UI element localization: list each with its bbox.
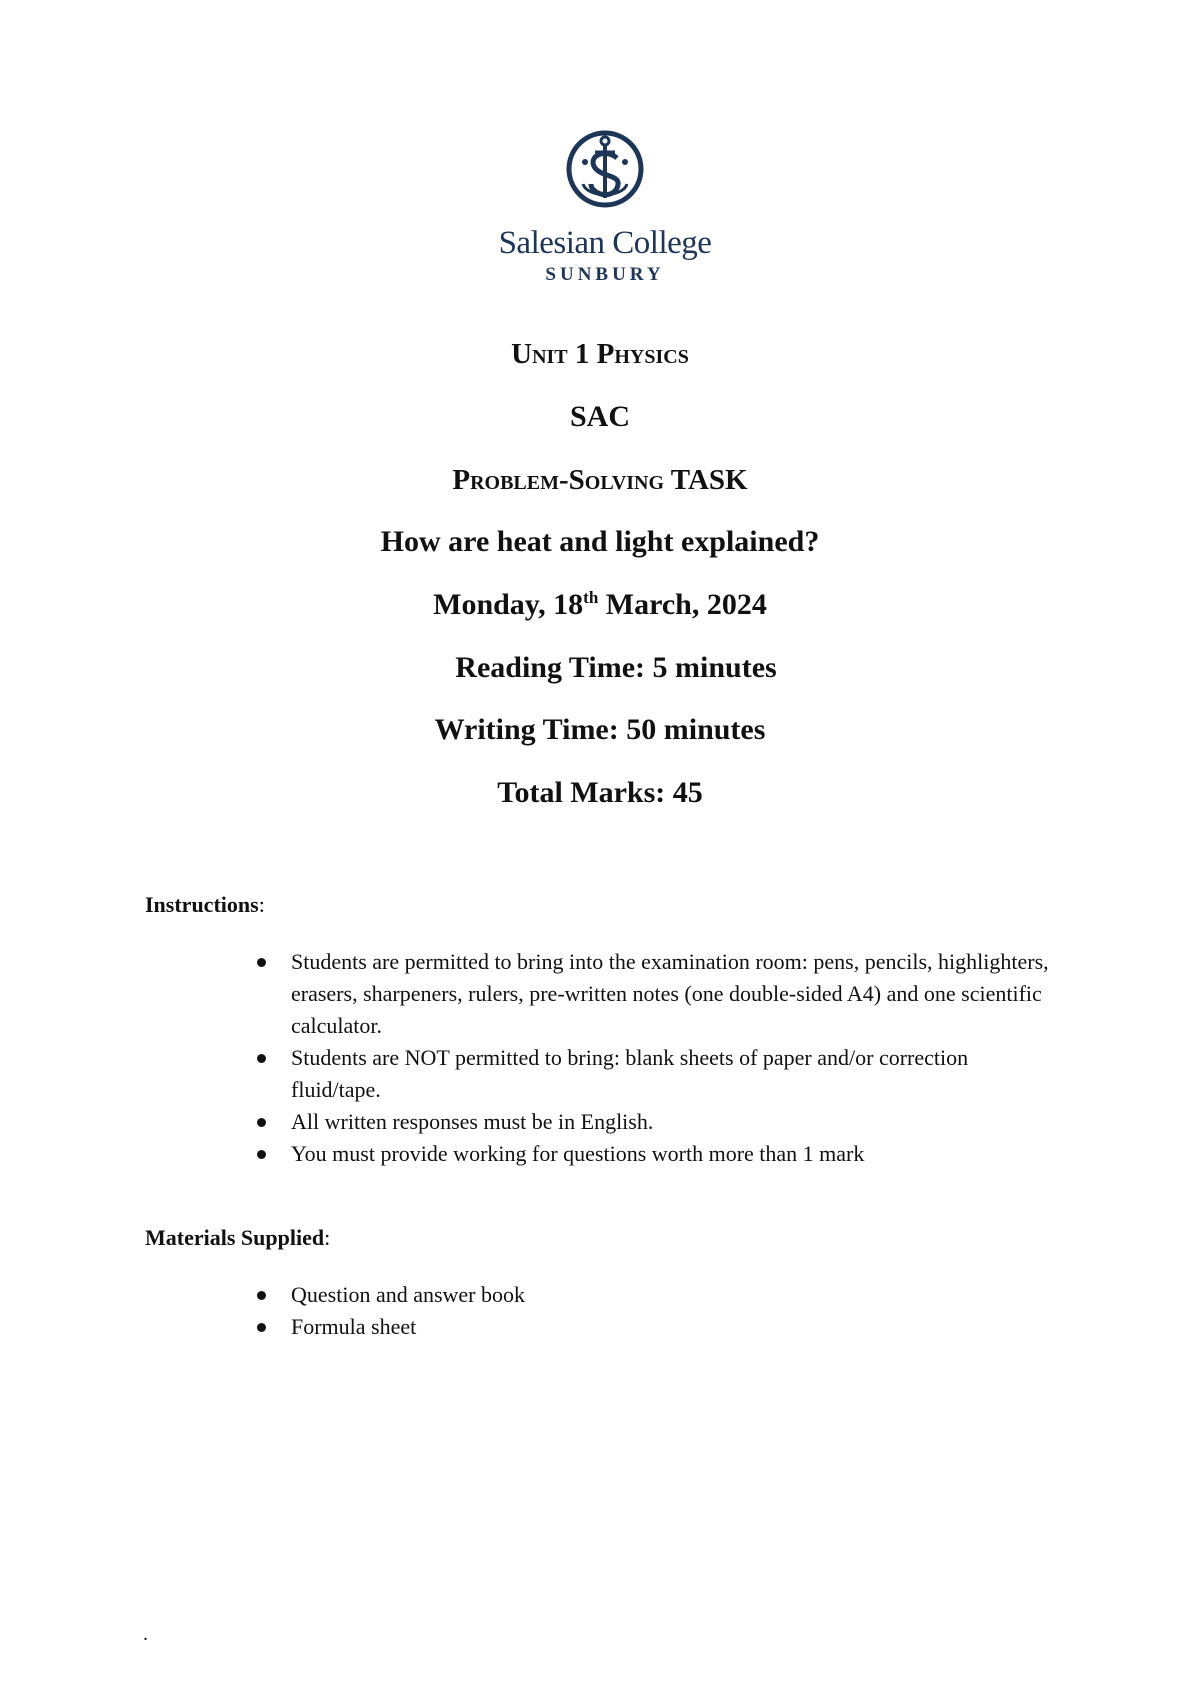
- total-marks: Total Marks: 45: [497, 776, 703, 809]
- exam-date-ordinal: th: [583, 588, 599, 607]
- list-item: [255, 1138, 1055, 1170]
- bullet-icon: [257, 1323, 266, 1332]
- materials-label: [145, 1225, 330, 1251]
- list-item: [255, 1279, 1055, 1311]
- exam-date: [0, 587, 1200, 623]
- materials-label-text: Materials Supplied: [145, 1225, 325, 1250]
- bullet-icon: [257, 1291, 266, 1300]
- college-logo: [480, 128, 730, 286]
- instructions-label-colon: :: [258, 892, 265, 917]
- list-item: [255, 1042, 1055, 1106]
- sac-title: SAC: [569, 400, 630, 433]
- materials-label-colon: :: [324, 1225, 331, 1250]
- writing-time: Writing Time: 50 minutes: [434, 713, 766, 746]
- instructions-list: [255, 946, 1055, 1170]
- bullet-icon: [257, 1054, 266, 1063]
- instructions-label: [145, 892, 265, 918]
- exam-date-rest: March, 2024: [598, 588, 767, 621]
- footer-mark: .: [143, 1623, 148, 1645]
- question-title: How are heat and light explained?: [380, 525, 820, 558]
- list-item: [255, 1106, 1055, 1138]
- bullet-icon: [257, 958, 266, 967]
- list-item: [255, 946, 1055, 1042]
- anchor-crest-icon: [565, 128, 645, 210]
- materials-list: [255, 1279, 1055, 1343]
- list-item-text: You must provide working for questions worth more than 1 mark: [291, 1141, 865, 1166]
- unit-title: Unit 1 Physics: [511, 338, 689, 370]
- list-item-text: Students are NOT permitted to bring: blank sheets of paper and/or correction fluid/tape.: [291, 1045, 969, 1102]
- bullet-icon: [257, 1150, 266, 1159]
- list-item-text: All written responses must be in English.: [291, 1109, 654, 1134]
- task-title: Problem-Solving TASK: [452, 464, 748, 496]
- exam-date-main: Monday, 18: [433, 588, 584, 621]
- list-item-text: Formula sheet: [291, 1314, 417, 1339]
- reading-time: Reading Time: 5 minutes: [455, 651, 777, 684]
- logo-college-location: SUNBURY: [545, 264, 665, 285]
- logo-college-name: Salesian College: [498, 225, 712, 261]
- list-item-text: Students are permitted to bring into the examination room: pens, pencils, highlighters, erasers, sharpeners, rulers, pre-written notes (one double-sided A4) and one scientific calculator.: [291, 949, 1049, 1038]
- list-item: [255, 1311, 1055, 1343]
- list-item-text: Question and answer book: [291, 1282, 526, 1307]
- instructions-label-text: Instructions: [145, 892, 259, 917]
- bullet-icon: [257, 1118, 266, 1127]
